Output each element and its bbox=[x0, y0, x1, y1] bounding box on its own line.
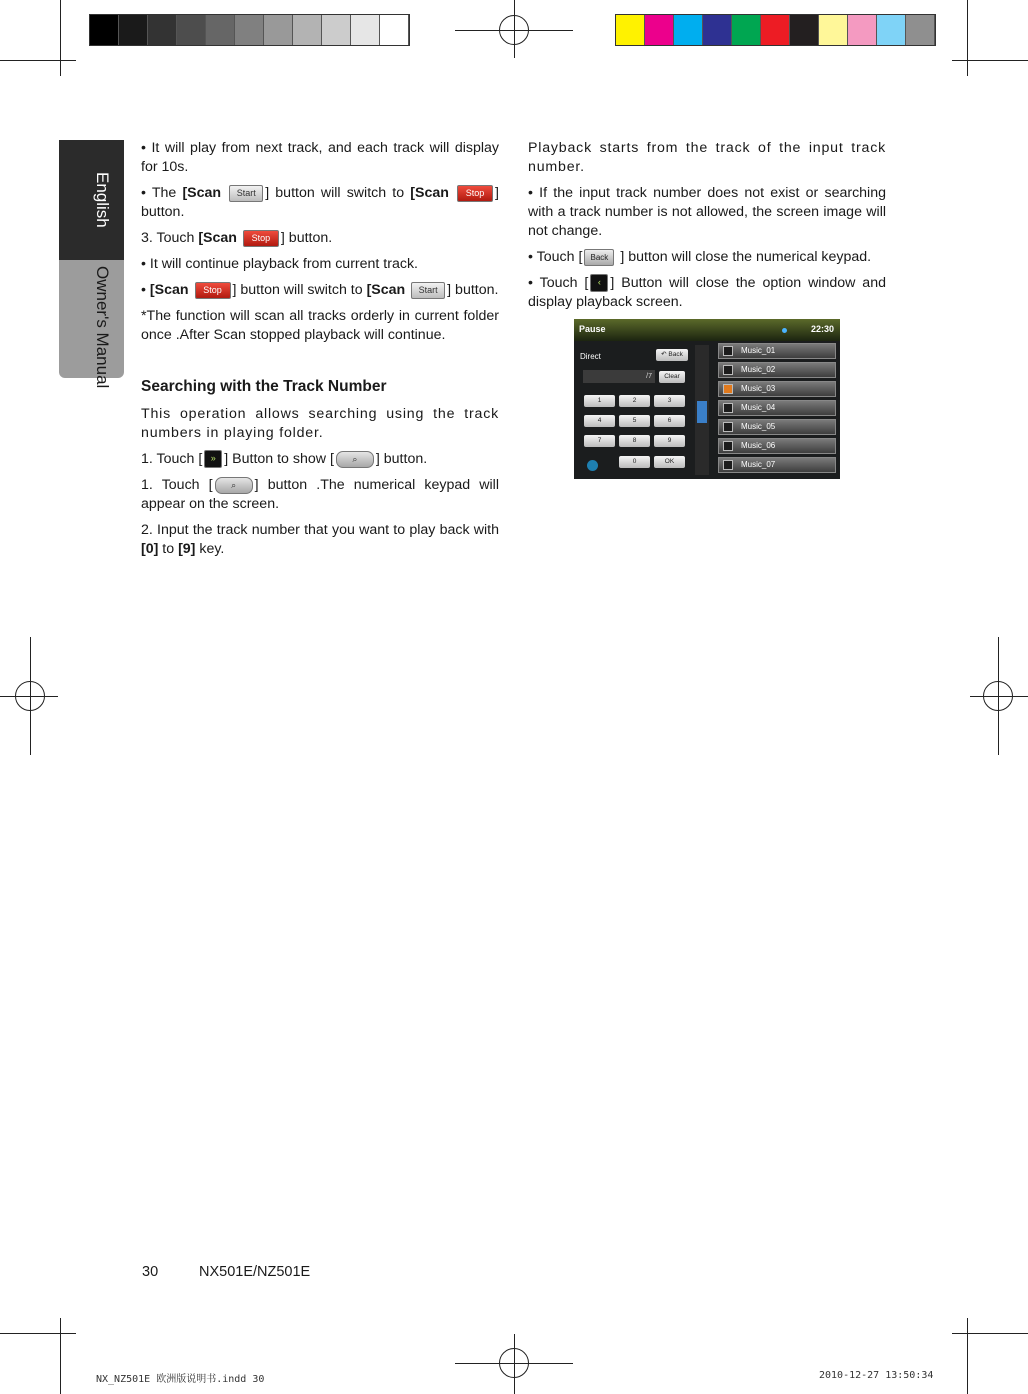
paragraph: 2. Input the track number that you want to play back with [0] to [9] key. bbox=[141, 522, 499, 557]
music-file-icon bbox=[723, 384, 733, 394]
color-swatch bbox=[119, 15, 148, 45]
paragraph: Playback starts from the track of the input track number. bbox=[528, 140, 886, 175]
device-screenshot bbox=[574, 319, 840, 479]
color-swatch bbox=[703, 15, 732, 45]
clock: 22:30 bbox=[810, 324, 834, 334]
music-file-icon bbox=[723, 346, 733, 356]
left-column bbox=[141, 139, 499, 566]
music-file-icon bbox=[723, 403, 733, 413]
scan-start-button: Start bbox=[229, 185, 263, 202]
color-swatch bbox=[732, 15, 761, 45]
color-swatch bbox=[819, 15, 848, 45]
track-name: Music_04 bbox=[741, 403, 776, 412]
color-swatch bbox=[90, 15, 119, 45]
color-swatch bbox=[848, 15, 877, 45]
track-name: Music_07 bbox=[741, 460, 776, 469]
color-swatch bbox=[877, 15, 906, 45]
color-swatch bbox=[235, 15, 264, 45]
color-swatch bbox=[906, 15, 935, 45]
scan-stop-button: Stop bbox=[457, 185, 493, 202]
color-swatch bbox=[148, 15, 177, 45]
paragraph: • It will continue playback from current track. bbox=[141, 256, 418, 272]
paragraph: • [Scan Stop ] button will switch to [Scan Start ] button. bbox=[141, 282, 499, 298]
search-icon: ⌕ bbox=[215, 477, 253, 494]
track-name: Music_06 bbox=[741, 441, 776, 450]
scan-stop-button: Stop bbox=[243, 230, 279, 247]
paragraph: • It will play from next track, and each track will display for 10s. bbox=[141, 140, 499, 175]
color-swatch bbox=[351, 15, 380, 45]
paragraph: *The function will scan all tracks orderly in current folder once .After Scan stopped playback will continue. bbox=[141, 308, 499, 343]
page-number: 30 bbox=[142, 1264, 159, 1280]
manual-label: Owner's Manual bbox=[93, 266, 112, 389]
paragraph: This operation allows searching using the track numbers in playing folder. bbox=[141, 406, 499, 441]
search-icon: ⌕ bbox=[336, 451, 374, 468]
color-swatch bbox=[177, 15, 206, 45]
track-name: Music_02 bbox=[741, 365, 776, 374]
color-swatch bbox=[645, 15, 674, 45]
date-slug: 2010-12-27 13:50:34 bbox=[819, 1370, 934, 1381]
color-swatch bbox=[380, 15, 409, 45]
close-option-icon: ‹ bbox=[590, 274, 608, 292]
track-item[interactable] bbox=[718, 381, 836, 397]
color-swatch bbox=[616, 15, 645, 45]
keypad-key[interactable]: 7 bbox=[584, 435, 615, 447]
paragraph: • Touch [ Back ] button will close the numerical keypad. bbox=[528, 249, 872, 265]
track-name: Music_03 bbox=[741, 384, 776, 393]
paragraph: 3. Touch [Scan Stop ] button. bbox=[141, 230, 333, 246]
track-item[interactable] bbox=[718, 362, 836, 378]
paragraph: 1. Touch [ » ] Button to show [ ⌕ ] button. bbox=[141, 451, 428, 467]
keypad-key[interactable]: 0 bbox=[619, 456, 650, 468]
status-bar bbox=[574, 319, 840, 341]
paragraph: • If the input track number does not exist or searching with a track number is not allowed, the screen image will not change. bbox=[528, 185, 886, 239]
keypad-key[interactable]: 5 bbox=[619, 415, 650, 427]
music-file-icon bbox=[723, 365, 733, 375]
direct-label: Direct bbox=[580, 352, 601, 361]
cmyk-color-bar bbox=[615, 14, 936, 46]
color-swatch bbox=[322, 15, 351, 45]
paragraph: • Touch [ ‹ ] Button will close the option window and display playback screen. bbox=[528, 275, 886, 310]
scan-stop-button: Stop bbox=[195, 282, 231, 299]
right-column bbox=[528, 139, 886, 319]
file-slug: NX_NZ501E 欧洲版说明书.indd 30 bbox=[96, 1374, 265, 1385]
color-swatch bbox=[264, 15, 293, 45]
keypad-key[interactable]: OK bbox=[654, 456, 685, 468]
back-button: Back bbox=[584, 249, 614, 266]
status-label: Pause bbox=[579, 324, 606, 334]
music-file-icon bbox=[723, 422, 733, 432]
option-icon: » bbox=[204, 450, 222, 468]
track-item[interactable] bbox=[718, 419, 836, 435]
keypad-key[interactable]: 6 bbox=[654, 415, 685, 427]
keypad-key[interactable]: 4 bbox=[584, 415, 615, 427]
color-swatch bbox=[206, 15, 235, 45]
paragraph: • The [Scan Start ] button will switch to [Scan Stop ] button. bbox=[141, 185, 499, 220]
music-file-icon bbox=[723, 441, 733, 451]
keypad-key[interactable]: 2 bbox=[619, 395, 650, 407]
color-swatch bbox=[790, 15, 819, 45]
track-name: Music_01 bbox=[741, 346, 776, 355]
model-name: NX501E/NZ501E bbox=[199, 1264, 311, 1280]
track-number-input[interactable]: /7 bbox=[583, 370, 655, 383]
keypad-key[interactable]: 9 bbox=[654, 435, 685, 447]
back-button[interactable]: ↶ Back bbox=[656, 349, 688, 361]
section-heading: Searching with the Track Number bbox=[141, 378, 387, 395]
color-swatch bbox=[674, 15, 703, 45]
track-name: Music_05 bbox=[741, 422, 776, 431]
track-item[interactable] bbox=[718, 457, 836, 473]
music-file-icon bbox=[723, 460, 733, 470]
keypad-key[interactable]: 3 bbox=[654, 395, 685, 407]
close-option-icon[interactable] bbox=[587, 460, 598, 471]
clear-button[interactable]: Clear bbox=[659, 371, 685, 383]
color-swatch bbox=[761, 15, 790, 45]
track-item[interactable] bbox=[718, 438, 836, 454]
scroll-thumb[interactable] bbox=[697, 401, 707, 423]
language-label: English bbox=[93, 172, 112, 228]
track-item[interactable] bbox=[718, 400, 836, 416]
keypad-key[interactable]: 1 bbox=[584, 395, 615, 407]
keypad-key[interactable]: 8 bbox=[619, 435, 650, 447]
scan-start-button: Start bbox=[411, 282, 445, 299]
bluetooth-icon bbox=[782, 328, 787, 333]
color-swatch bbox=[293, 15, 322, 45]
track-item[interactable] bbox=[718, 343, 836, 359]
paragraph: 1. Touch [ ⌕ ] button .The numerical keypad will appear on the screen. bbox=[141, 477, 499, 512]
gray-color-bar bbox=[89, 14, 410, 46]
